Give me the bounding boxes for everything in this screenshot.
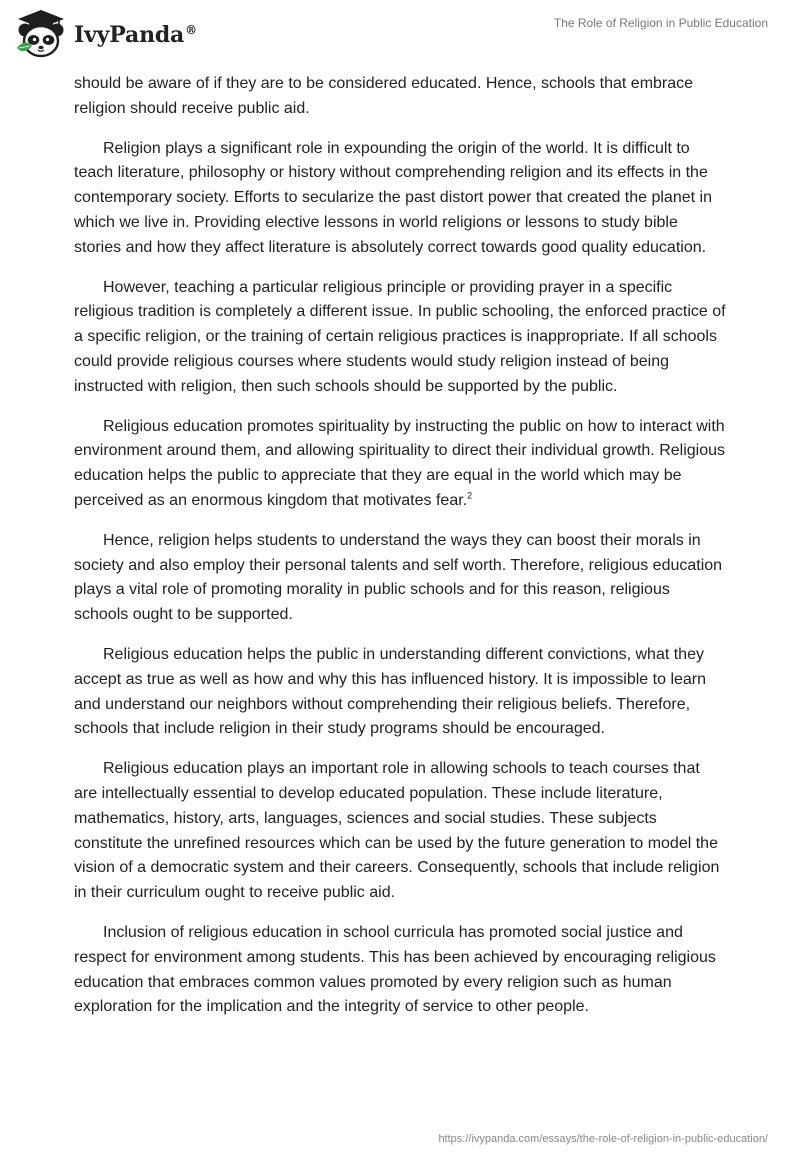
essay-body <box>74 72 726 1035</box>
panda-graduate-icon <box>14 8 68 62</box>
ivypanda-logo[interactable] <box>14 8 197 62</box>
paragraph: Religion plays a significant role in expounding the origin of the world. It is difficult to teach literature, philosophy or history without comprehending religion and its effects in the contemporary society. Efforts to secularize the past distort power that created the planet in which we live in. Providing elective lessons in world religions or lessons to study bible stories and how they affect literature is absolutely correct towards good quality education. <box>74 139 712 256</box>
registered-mark: ® <box>185 22 197 37</box>
paragraph: Religious education promotes spirituality by instructing the public on how to interact with environment around them, and allowing spirituality to direct their individual growth. Religious education helps the public to appreciate that they are equal in the world which may be perceived as an enormous kingdom that motivates fear.$^2$ <box>74 417 726 509</box>
source-url[interactable]: https://ivypanda.com/essays/the-role-of-religion-in-public-education/ <box>438 1133 768 1145</box>
page-header <box>0 0 800 70</box>
paragraph: Religious education helps the public in understanding different convictions, what they accept as true as well as how and why this has influenced history. It is impossible to learn and understand our neighbors without comprehending their religious beliefs. Therefore, schools that include religion in their study programs should be encouraged. <box>74 645 707 738</box>
paragraph: Religious education plays an important role in allowing schools to teach courses that are intellectually essential to develop educated population. These include literature, mathematics, history, arts, languages, sciences and social studies. These subjects constitute the unrefined resources which can be used by the future generation to model the vision of a democratic system and their careers. Consequently, schools that include religion in their curriculum ought to receive public aid. <box>74 760 720 902</box>
brand-name: IvyPanda® <box>74 22 197 48</box>
footnote-reference[interactable]: 2 <box>467 490 473 501</box>
paragraph: Hence, religion helps students to understand the ways they can boost their morals in society and also employ their personal talents and self worth. Therefore, religious education plays a vital role of promoting morality in public schools and for this reason, religious schools ought to be supported. <box>74 531 723 624</box>
paragraph: However, teaching a particular religious principle or providing prayer in a specific religious tradition is completely a different issue. In public schooling, the enforced practice of a specific religion, or the training of certain religious practices is inappropriate. If all schools could provide religious courses where students would study religion instead of being instructed with religion, then such schools should be supported by the public. <box>74 278 726 395</box>
document-title: The Role of Religion in Public Education <box>553 16 768 30</box>
paragraph: Inclusion of religious education in school curricula has promoted social justice and respect for environment among students. This has been achieved by encouraging religious education that embraces common values promoted by every religion such as human exploration for the implication and the integrity of service to other people. <box>74 923 716 1016</box>
paragraph: should be aware of if they are to be considered educated. Hence, schools that embrace religion should receive public aid. <box>74 75 694 117</box>
